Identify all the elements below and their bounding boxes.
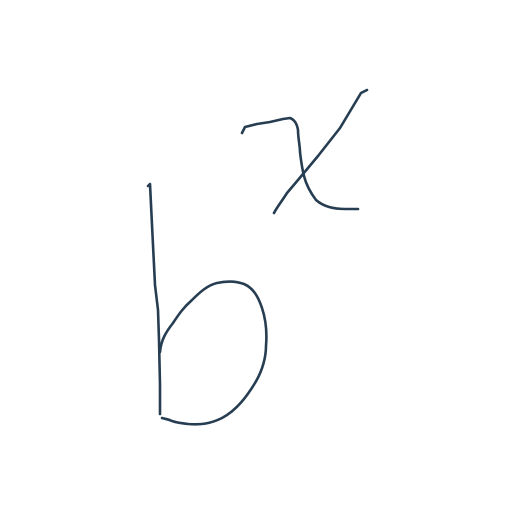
stroke-x-diagonal xyxy=(274,90,367,213)
stroke-x-curve xyxy=(242,118,358,209)
stroke-b-bowl xyxy=(160,282,266,425)
stroke-b-stem xyxy=(148,184,160,414)
